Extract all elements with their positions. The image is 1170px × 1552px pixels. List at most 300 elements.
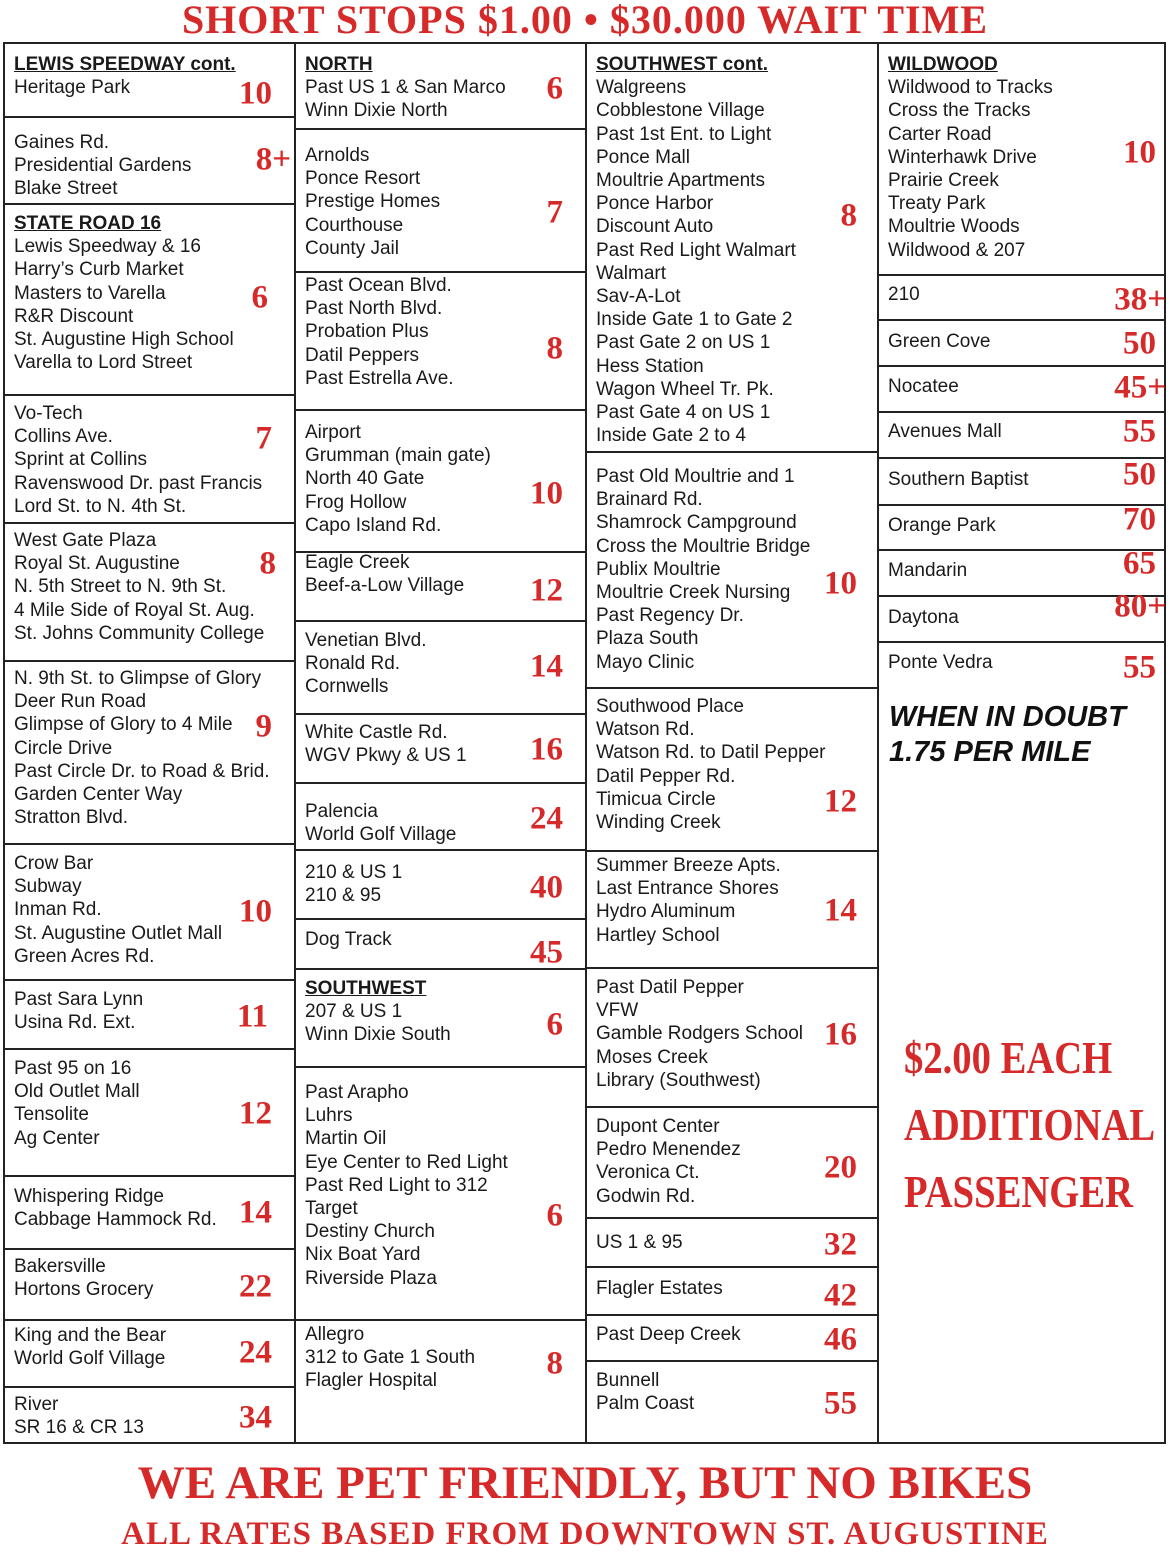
additional-passenger-line: PASSENGER	[904, 1166, 1134, 1217]
destination-name: Varella to Lord Street	[14, 352, 193, 374]
destination-name: Moultrie Creek Nursing	[596, 582, 791, 604]
zone-destinations	[888, 514, 996, 537]
fare-price: 8	[546, 1345, 563, 1382]
destination-name: Past Red Light Walmart	[596, 239, 796, 261]
rate-zone	[587, 1316, 879, 1362]
destination-name: Gamble Rodgers School	[596, 1023, 803, 1045]
destination-name: Probation Plus	[305, 321, 429, 343]
destination-name: North 40 Gate	[305, 468, 425, 490]
destination-name: Hess Station	[596, 355, 704, 377]
zone-destinations	[305, 977, 451, 1047]
destination-name: Past North Blvd.	[305, 298, 443, 320]
fare-price: 50	[1123, 456, 1156, 493]
destination-name: Moses Creek	[596, 1046, 708, 1068]
zone-destinations	[305, 629, 426, 699]
destination-name: Past Old Moultrie and 1	[596, 466, 795, 487]
destination-name: Dupont Center	[596, 1116, 720, 1137]
fare-price: 12	[239, 1095, 272, 1132]
destination-name: Frog Hollow	[305, 491, 407, 513]
rate-zone	[5, 396, 294, 524]
destination-name: Daytona	[888, 607, 959, 628]
destination-name: 210 & US 1	[305, 862, 403, 883]
fare-price: 10	[239, 75, 272, 112]
destination-name: Pedro Menendez	[596, 1139, 741, 1161]
rate-zone	[5, 524, 294, 662]
rate-zone	[296, 1068, 587, 1321]
rate-zone	[587, 1362, 879, 1442]
zone-destinations	[888, 53, 1053, 262]
rate-column-4	[877, 44, 1166, 1442]
fare-price: 24	[530, 800, 563, 837]
zone-destinations	[14, 402, 262, 518]
rate-zone	[587, 44, 879, 453]
rate-zone	[587, 852, 879, 969]
fare-price: 6	[546, 1006, 563, 1043]
destination-name: Cross the Moultrie Bridge	[596, 535, 811, 557]
destination-name: White Castle Rd.	[305, 722, 448, 743]
fare-price: 45+	[1114, 369, 1166, 406]
fare-price: 8	[546, 330, 563, 367]
zone-destinations	[596, 465, 810, 674]
zone-destinations	[596, 1323, 741, 1346]
destination-name: Ponte Vedra	[888, 652, 993, 673]
zone-destinations	[888, 559, 967, 582]
destination-name: Sav-A-Lot	[596, 286, 681, 308]
destination-name: 210 & 95	[305, 885, 382, 907]
rate-zone	[296, 1321, 587, 1442]
destination-name: St. Augustine High School	[14, 329, 234, 351]
destination-name: Ponce Harbor	[596, 193, 714, 215]
destination-name: Inside Gate 1 to Gate 2	[596, 309, 793, 331]
fare-price: 34	[239, 1399, 272, 1436]
zone-destinations	[888, 468, 1028, 491]
rate-zone	[5, 1177, 294, 1250]
fare-price: 6	[546, 1197, 563, 1234]
destination-name: Hortons Grocery	[14, 1279, 154, 1301]
rate-zone	[879, 367, 1166, 413]
additional-passenger-fee	[904, 1024, 1155, 1225]
rate-zone	[879, 413, 1166, 459]
destination-name: Royal St. Augustine	[14, 553, 180, 575]
destination-name: Inside Gate 2 to 4	[596, 425, 746, 447]
destination-name: Wildwood to Tracks	[888, 77, 1053, 99]
destination-name: St. Johns Community College	[14, 622, 265, 644]
fare-price: 42	[824, 1277, 857, 1314]
destination-name: Past Estrella Ave.	[305, 367, 454, 389]
destination-name: Glimpse of Glory to 4 Mile	[14, 714, 233, 736]
rate-sheet-title: SHORT STOPS $1.00 • $30.000 WAIT TIME	[181, 0, 989, 42]
zone-destinations	[305, 551, 464, 597]
fare-price: 16	[824, 1016, 857, 1053]
destination-name: SR 16 & CR 13	[14, 1417, 144, 1439]
destination-name: Hartley School	[596, 924, 720, 946]
destination-name: Past Datil Pepper	[596, 977, 744, 998]
destination-name: Eagle Creek	[305, 552, 410, 573]
fare-price: 8	[840, 197, 857, 234]
destination-name: Subway	[14, 876, 82, 898]
zone-destinations	[596, 1277, 723, 1300]
destination-name: Past Arapho	[305, 1082, 409, 1103]
destination-name: Masters to Varella	[14, 282, 166, 304]
destination-name: US 1 & 95	[596, 1232, 683, 1253]
zone-heading-north: NORTH	[305, 54, 373, 75]
destination-name: Carter Road	[888, 123, 992, 145]
fare-price: 80+	[1114, 588, 1166, 625]
destination-name: Airport	[305, 422, 361, 443]
destination-name: Walmart	[596, 262, 667, 284]
rate-zone	[879, 321, 1166, 367]
destination-name: Datil Peppers	[305, 344, 420, 366]
destination-name: Palm Coast	[596, 1393, 695, 1415]
zone-destinations	[14, 1255, 153, 1301]
destination-name: St. Augustine Outlet Mall	[14, 922, 223, 944]
zone-destinations	[14, 1324, 166, 1370]
destination-name: Past Red Light to 312	[305, 1174, 488, 1196]
zone-heading-wildwood: WILDWOOD	[888, 54, 998, 75]
zone-destinations	[305, 861, 402, 907]
rate-zone	[5, 44, 294, 118]
zone-destinations	[596, 1231, 683, 1254]
fare-price: 16	[530, 731, 563, 768]
fare-price: 46	[824, 1321, 857, 1358]
fare-price: 8	[259, 545, 276, 582]
destination-name: Harry’s Curb Market	[14, 259, 184, 281]
destination-name: Gaines Rd.	[14, 132, 110, 153]
fare-price: 55	[1123, 413, 1156, 450]
destination-name: Dog Track	[305, 929, 392, 950]
fare-price: 14	[530, 648, 563, 685]
zone-destinations	[596, 854, 781, 947]
rate-zone	[587, 1108, 879, 1219]
fare-price: 14	[239, 1194, 272, 1231]
pet-policy-banner: WE ARE PET FRIENDLY, BUT NO BIKES	[137, 1457, 1033, 1509]
destination-name: Southern Baptist	[888, 469, 1029, 490]
destination-name: Vo-Tech	[14, 403, 83, 424]
zone-destinations	[305, 53, 506, 123]
zone-destinations	[596, 1369, 694, 1415]
destination-name: Walgreens	[596, 77, 687, 99]
destination-name: R&R Discount	[14, 305, 134, 327]
destination-name: Ponce Mall	[596, 146, 690, 168]
rate-zone	[879, 501, 1166, 551]
fare-price: 38+	[1114, 281, 1166, 318]
destination-name: Venetian Blvd.	[305, 630, 427, 651]
destination-name: Whispering Ridge	[14, 1186, 164, 1207]
destination-name: N. 5th Street to N. 9th St.	[14, 576, 227, 598]
zone-destinations	[888, 651, 993, 674]
destination-name: River	[14, 1394, 59, 1415]
destination-name: Eye Center to Red Light	[305, 1151, 508, 1173]
zone-destinations	[305, 421, 491, 537]
destination-name: N. 9th St. to Glimpse of Glory	[14, 668, 262, 689]
fare-price: 32	[824, 1226, 857, 1263]
destination-name: Grumman (main gate)	[305, 445, 491, 467]
zone-destinations	[14, 852, 222, 968]
destination-name: Garden Center Way	[14, 784, 183, 806]
destination-name: Palencia	[305, 801, 378, 822]
destination-name: Tensolite	[14, 1104, 89, 1126]
destination-name: Riverside Plaza	[305, 1267, 437, 1289]
fare-price: 10	[530, 475, 563, 512]
destination-name: Flagler Estates	[596, 1278, 723, 1299]
destination-name: Library (Southwest)	[596, 1069, 761, 1091]
destination-name: Shamrock Campground	[596, 512, 797, 534]
destination-name: Winn Dixie South	[305, 1024, 451, 1046]
destination-name: Martin Oil	[305, 1128, 387, 1150]
destination-name: Ponce Resort	[305, 168, 421, 190]
destination-name: Winn Dixie North	[305, 100, 448, 122]
destination-name: Watson Rd.	[596, 719, 695, 741]
fare-price: 12	[530, 572, 563, 609]
destination-name: VFW	[596, 1000, 639, 1022]
destination-name: Cornwells	[305, 676, 389, 698]
rate-zone	[296, 622, 587, 715]
rate-zone	[296, 920, 587, 970]
per-mile-rate-note	[889, 700, 1126, 770]
rate-zone	[296, 553, 587, 622]
destination-name: Flagler Hospital	[305, 1370, 437, 1392]
rate-zone	[296, 273, 587, 411]
zone-heading-lewis-speedway-cont: LEWIS SPEEDWAY cont.	[14, 54, 236, 75]
destination-name: Past 1st Ent. to Light	[596, 123, 772, 145]
destination-name: Plaza South	[596, 628, 699, 650]
destination-name: Mayo Clinic	[596, 651, 695, 673]
fare-price: 50	[1123, 325, 1156, 362]
fare-price: 10	[239, 893, 272, 930]
rate-zone	[296, 44, 587, 130]
destination-name: 312 to Gate 1 South	[305, 1347, 476, 1369]
destination-name: Winding Creek	[596, 812, 721, 834]
destination-name: Crow Bar	[14, 853, 94, 874]
destination-name: Datil Pepper Rd.	[596, 765, 736, 787]
destination-name: Prairie Creek	[888, 170, 999, 192]
zone-destinations	[305, 144, 440, 260]
destination-name: Capo Island Rd.	[305, 514, 442, 536]
rate-zone	[5, 118, 294, 205]
destination-name: Arnolds	[305, 145, 370, 166]
zone-heading-southwest-cont: SOUTHWEST cont.	[596, 54, 769, 75]
destination-name: Moultrie Apartments	[596, 170, 765, 192]
destination-name: Ronald Rd.	[305, 653, 401, 675]
rates-basis-note: ALL RATES BASED FROM DOWNTOWN ST. AUGUSTINE	[121, 1516, 1049, 1552]
destination-name: Bunnell	[596, 1370, 660, 1391]
rate-zone	[296, 411, 587, 553]
rate-zone	[879, 588, 1166, 643]
destination-name: Courthouse	[305, 214, 404, 236]
rate-zone	[587, 1219, 879, 1268]
destination-name: World Golf Village	[14, 1348, 166, 1370]
rate-zone	[296, 715, 587, 784]
destination-name: Brainard Rd.	[596, 489, 703, 511]
zone-destinations	[888, 420, 1002, 443]
rate-zone	[296, 130, 587, 273]
destination-name: Nix Boat Yard	[305, 1244, 421, 1266]
rate-zone	[296, 851, 587, 920]
destination-name: County Jail	[305, 237, 399, 259]
fare-price: 45	[530, 934, 563, 971]
destination-name: Heritage Park	[14, 77, 131, 99]
zone-destinations	[305, 274, 454, 390]
zone-destinations	[305, 800, 456, 846]
fare-price: 6	[251, 279, 268, 316]
destination-name: Green Cove	[888, 331, 991, 352]
zone-destinations	[305, 928, 392, 951]
destination-name: Mandarin	[888, 560, 968, 581]
per-mile-rate-line: 1.75 PER MILE	[889, 736, 1091, 768]
zone-destinations	[596, 53, 796, 447]
fare-price: 7	[255, 420, 272, 457]
fare-price: 40	[530, 869, 563, 906]
destination-name: Winterhawk Drive	[888, 146, 1037, 168]
destination-name: Veronica Ct.	[596, 1162, 700, 1184]
zone-destinations	[305, 1081, 508, 1290]
additional-passenger-line: $2.00 EACH	[904, 1032, 1113, 1083]
fare-price: 8+	[255, 141, 291, 178]
destination-name: Blake Street	[14, 178, 118, 200]
rate-zone	[587, 689, 879, 852]
zone-destinations	[888, 606, 959, 629]
zone-destinations	[888, 375, 959, 398]
destination-name: WGV Pkwy & US 1	[305, 745, 467, 767]
fare-price: 9	[255, 708, 272, 745]
zone-heading-state-road-16: STATE ROAD 16	[14, 213, 162, 234]
destination-name: Southwood Place	[596, 696, 744, 717]
fare-price: 10	[1123, 134, 1156, 171]
zone-destinations	[596, 1115, 741, 1208]
fare-price: 55	[824, 1385, 857, 1422]
destination-name: Past Regency Dr.	[596, 605, 744, 627]
additional-passenger-line: ADDITIONAL	[904, 1099, 1156, 1150]
destination-name: Past Sara Lynn	[14, 989, 144, 1010]
destination-name: Godwin Rd.	[596, 1185, 696, 1207]
destination-name: Wagon Wheel Tr. Pk.	[596, 378, 774, 400]
zone-destinations	[14, 131, 191, 201]
destination-name: Past Gate 2 on US 1	[596, 332, 771, 354]
rate-zone	[5, 981, 294, 1050]
rate-zone	[5, 1050, 294, 1177]
rate-zone	[587, 453, 879, 689]
fare-price: 70	[1123, 501, 1156, 538]
destination-name: World Golf Village	[305, 824, 457, 846]
destination-name: Deer Run Road	[14, 691, 147, 713]
destination-name: Presidential Gardens	[14, 155, 192, 177]
destination-name: Lord St. to N. 4th St.	[14, 495, 187, 517]
destination-name: Orange Park	[888, 515, 996, 536]
zone-destinations	[14, 529, 264, 645]
destination-name: Sprint at Collins	[14, 449, 148, 471]
fare-price: 10	[824, 565, 857, 602]
rate-zone	[879, 456, 1166, 506]
destination-name: Last Entrance Shores	[596, 878, 779, 900]
destination-name: Target	[305, 1198, 358, 1220]
zone-destinations	[888, 283, 920, 306]
destination-name: Green Acres Rd.	[14, 945, 155, 967]
zone-destinations	[596, 695, 826, 834]
destination-name: Collins Ave.	[14, 426, 113, 448]
rate-table	[3, 42, 1166, 1444]
fare-price: 11	[236, 998, 268, 1035]
destination-name: Lewis Speedway & 16	[14, 236, 201, 258]
zone-destinations	[305, 721, 467, 767]
rate-zone	[296, 784, 587, 851]
rate-zone	[879, 276, 1166, 321]
destination-name: Bakersville	[14, 1256, 106, 1277]
destination-name: Discount Auto	[596, 216, 714, 238]
rate-zone	[587, 969, 879, 1108]
destination-name: Cobblestone Village	[596, 100, 765, 122]
zone-destinations	[14, 1393, 144, 1439]
fare-price: 14	[824, 892, 857, 929]
rate-zone	[587, 1268, 879, 1316]
fare-price: 65	[1123, 545, 1156, 582]
fare-price: 7	[546, 194, 563, 231]
destination-name: Cross the Tracks	[888, 100, 1031, 122]
per-mile-rate-line: WHEN IN DOUBT	[889, 701, 1126, 733]
destination-name: Circle Drive	[14, 737, 113, 759]
fare-price: 20	[824, 1149, 857, 1186]
destination-name: Wildwood & 207	[888, 239, 1026, 261]
fare-price: 22	[239, 1268, 272, 1305]
rate-zone	[5, 205, 294, 396]
destination-name: Past Gate 4 on US 1	[596, 402, 771, 424]
destination-name: Usina Rd. Ext.	[14, 1012, 136, 1034]
destination-name: King and the Bear	[14, 1325, 167, 1346]
fare-price: 24	[239, 1334, 272, 1371]
fare-price: 12	[824, 783, 857, 820]
destination-name: Ravenswood Dr. past Francis	[14, 472, 263, 494]
destination-name: West Gate Plaza	[14, 530, 157, 551]
destination-name: Old Outlet Mall	[14, 1081, 140, 1103]
zone-destinations	[14, 1185, 217, 1231]
rate-zone	[296, 970, 587, 1068]
destination-name: Nocatee	[888, 376, 959, 397]
destination-name: 210	[888, 284, 920, 305]
rate-zone	[5, 1388, 294, 1442]
destination-name: Past Deep Creek	[596, 1324, 741, 1345]
fare-price: 55	[1123, 649, 1156, 686]
rate-column-1	[5, 44, 294, 1442]
rate-zone	[5, 845, 294, 981]
destination-name: Luhrs	[305, 1105, 353, 1127]
zone-destinations	[14, 667, 270, 829]
destination-name: Allegro	[305, 1324, 365, 1345]
destination-name: Avenues Mall	[888, 421, 1002, 442]
rate-column-3	[585, 44, 879, 1442]
rate-zone	[5, 1250, 294, 1321]
destination-name: Hydro Aluminum	[596, 901, 736, 923]
destination-name: Past Ocean Blvd.	[305, 275, 452, 296]
rate-zone	[5, 1321, 294, 1388]
zone-heading-southwest: SOUTHWEST	[305, 978, 427, 999]
rate-column-2	[294, 44, 587, 1442]
zone-destinations	[14, 53, 236, 99]
destination-name: Publix Moultrie	[596, 558, 721, 580]
zone-destinations	[14, 988, 143, 1034]
destination-name: Summer Breeze Apts.	[596, 855, 781, 876]
destination-name: Ag Center	[14, 1127, 100, 1149]
destination-name: Timicua Circle	[596, 788, 716, 810]
destination-name: Prestige Homes	[305, 191, 441, 213]
destination-name: Moultrie Woods	[888, 216, 1020, 238]
zone-destinations	[14, 212, 234, 374]
fare-price: 6	[546, 70, 563, 107]
destination-name: Treaty Park	[888, 193, 986, 215]
destination-name: Destiny Church	[305, 1221, 435, 1243]
rate-zone	[5, 662, 294, 845]
destination-name: Stratton Blvd.	[14, 807, 129, 829]
destination-name: Past US 1 & San Marco	[305, 77, 506, 99]
rate-zone	[879, 44, 1166, 276]
